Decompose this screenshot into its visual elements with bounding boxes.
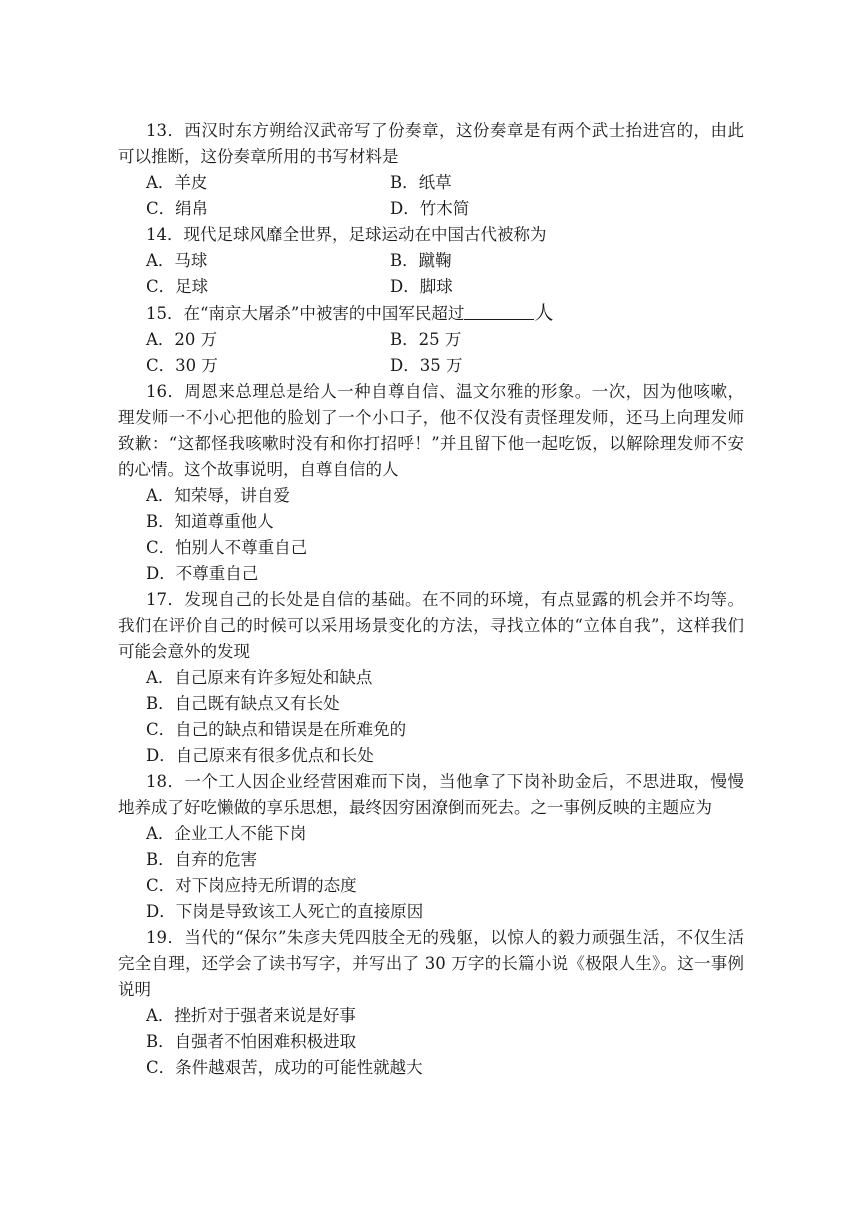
question-stem: 18．一个工人因企业经营困难而下岗，当他拿了下岗补助金后，不思进取，慢慢地养成了好吃懒做的享乐思想，最终因穷困潦倒而死去。之一事例反映的主题应为 — [118, 772, 744, 817]
option-a: A．知荣辱，讲自爱 — [146, 486, 290, 505]
option-b: B．纸草 — [390, 173, 452, 192]
question-stem: 19．当代的“保尔”朱彦夫凭四肢全无的残躯，以惊人的毅力顽强生活，不仅生活完全自理，还学会了读书写字，并写出了 30 万字的长篇小说《极限人生》。这一事例说明 — [118, 928, 744, 999]
option-c: C．对下岗应持无所谓的态度 — [146, 876, 357, 895]
question-stem: 17．发现自己的长处是自信的基础。在不同的环境，有点显露的机会并不均等。我们在评价自己的时候可以采用场景变化的方法，寻找立体的“立体自我”，这样我们可能会意外的发现 — [118, 590, 744, 661]
option-a: A．企业工人不能下岗 — [146, 824, 307, 843]
question-18 — [118, 769, 744, 925]
option-d: D．脚球 — [390, 277, 453, 296]
option-a: A．挫折对于强者来说是好事 — [146, 1006, 356, 1025]
question-14 — [118, 222, 744, 300]
question-stem: 13．西汉时东方朔给汉武帝写了份奏章，这份奏章是有两个武士抬进宫的，由此可以推断，这份奏章所用的书写材料是 — [118, 121, 744, 166]
question-17 — [118, 587, 744, 769]
question-stem-text: 15．在“南京大屠杀”中被害的中国军民超过 — [146, 304, 465, 323]
option-b: B．自己既有缺点又有长处 — [146, 694, 340, 713]
option-c: C．绢帛 — [146, 199, 209, 218]
option-d: D．竹木简 — [390, 199, 470, 218]
options-row — [118, 353, 744, 379]
option-c: C．30 万 — [146, 356, 218, 375]
option-d: D．不尊重自己 — [146, 564, 259, 583]
option-a: A．20 万 — [146, 330, 218, 349]
option-b: B．25 万 — [390, 330, 462, 349]
options-row — [118, 170, 744, 196]
option-b: B．自强者不怕困难积极进取 — [146, 1032, 357, 1051]
option-b: B．自弃的危害 — [146, 850, 258, 869]
question-15 — [118, 300, 744, 379]
option-d: D．下岗是导致该工人死亡的直接原因 — [146, 902, 424, 921]
option-a: A．自己原来有许多短处和缺点 — [146, 668, 373, 687]
question-stem: 16．周恩来总理总是给人一种自尊自信、温文尔雅的形象。一次，因为他咳嗽，理发师一不小心把他的脸划了一个小口子，他不仅没有责怪理发师，还马上向理发师致歉：“这都怪我咳嗽时没有和你打招呼！”并且留下他一起吃饭，以解除理发师不安的心情。这个故事说明，自尊自信的人 — [118, 382, 744, 479]
option-b: B．蹴鞠 — [390, 251, 452, 270]
option-a: A．羊皮 — [146, 173, 208, 192]
options-row — [118, 327, 744, 353]
option-b: B．知道尊重他人 — [146, 512, 274, 531]
option-d: D．自己原来有很多优点和长处 — [146, 746, 374, 765]
option-c: C．足球 — [146, 277, 209, 296]
question-16 — [118, 379, 744, 587]
question-13 — [118, 118, 744, 222]
question-stem — [118, 300, 744, 327]
fill-blank — [464, 303, 534, 320]
option-a: A．马球 — [146, 251, 208, 270]
options-row — [118, 196, 744, 222]
question-stem-suffix: 人 — [534, 302, 554, 324]
options-row — [118, 248, 744, 274]
option-c: C．条件越艰苦，成功的可能性就越大 — [146, 1058, 423, 1077]
option-c: C．怕别人不尊重自己 — [146, 538, 308, 557]
question-19 — [118, 925, 744, 1081]
question-list — [118, 118, 744, 1081]
question-stem: 14．现代足球风靡全世界，足球运动在中国古代被称为 — [146, 225, 547, 244]
option-d: D．35 万 — [390, 356, 463, 375]
options-row — [118, 274, 744, 300]
option-c: C．自己的缺点和错误是在所难免的 — [146, 720, 407, 739]
